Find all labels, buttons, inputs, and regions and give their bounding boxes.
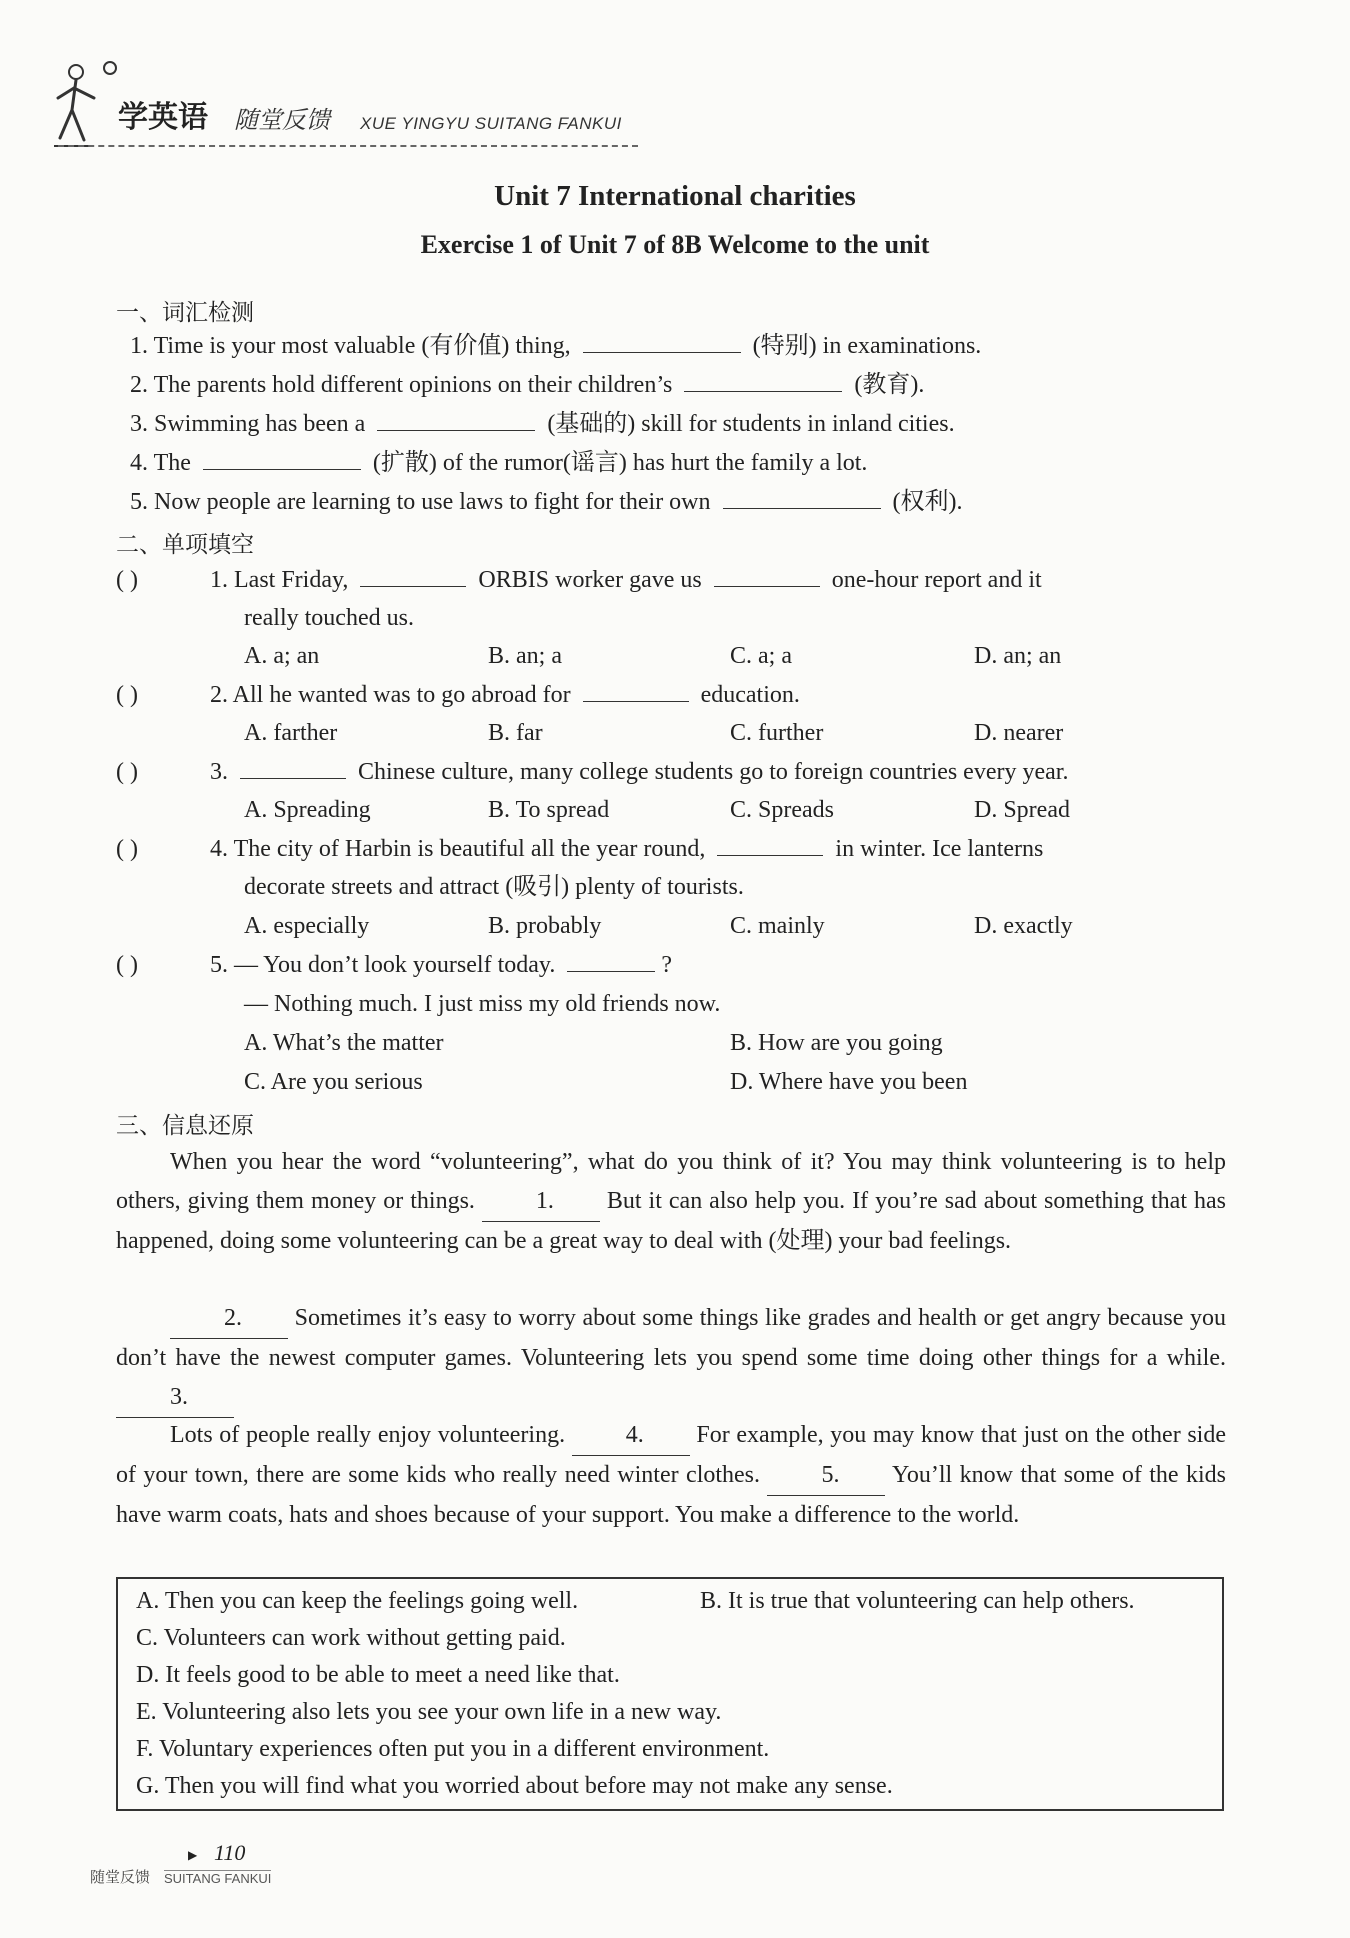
mc-question-3: 3. Chinese culture, many college students go to foreign countries every year. <box>210 756 1068 788</box>
option-b: B. It is true that volunteering can help others. <box>700 1588 1135 1614</box>
answer-blank[interactable] <box>723 486 881 509</box>
answer-paren[interactable]: ( ) <box>116 759 138 785</box>
header-title: 学英语 <box>118 100 208 135</box>
vocab-item-2: 2. The parents hold different opinions on their children’s (教育). <box>130 369 924 401</box>
mc-question-4-cont: decorate streets and attract (吸引) plenty of tourists. <box>244 874 744 900</box>
option-c: C. Volunteers can work without getting paid. <box>136 1625 566 1651</box>
answer-blank[interactable] <box>377 408 535 431</box>
mc-question-1: 1. Last Friday, ORBIS worker gave us one-hour report and it <box>210 564 1042 596</box>
passage-blank-4[interactable]: 4. <box>572 1416 690 1456</box>
option-a[interactable]: A. Spreading <box>244 797 371 823</box>
header-pinyin: XUE YINGYU SUITANG FANKUI <box>360 114 622 133</box>
answer-blank[interactable] <box>203 447 361 470</box>
section1-heading: 一、词汇检测 <box>116 300 254 326</box>
options-box <box>116 1577 1224 1811</box>
section2-heading: 二、单项填空 <box>116 532 254 558</box>
option-b[interactable]: B. To spread <box>488 797 610 823</box>
answer-paren[interactable]: ( ) <box>116 567 138 593</box>
passage-blank-3[interactable]: 3. <box>116 1378 234 1418</box>
vocab-item-5: 5. Now people are learning to use laws to fight for their own (权利). <box>130 486 963 518</box>
option-b[interactable]: B. How are you going <box>730 1030 943 1056</box>
arrow-right-icon: ▶ <box>188 1848 198 1862</box>
option-a[interactable]: A. What’s the matter <box>244 1030 444 1056</box>
answer-paren[interactable]: ( ) <box>116 952 138 978</box>
answer-blank[interactable] <box>583 679 689 702</box>
mc-question-4: 4. The city of Harbin is beautiful all the year round, in winter. Ice lanterns <box>210 833 1043 865</box>
answer-blank[interactable] <box>684 369 842 392</box>
option-d[interactable]: D. nearer <box>974 720 1064 746</box>
exercise-title: Exercise 1 of Unit 7 of 8B Welcome to the unit <box>420 230 930 259</box>
answer-blank[interactable] <box>240 756 346 779</box>
footer-label-en: SUITANG FANKUI <box>164 1871 272 1886</box>
option-d[interactable]: D. Where have you been <box>730 1069 968 1095</box>
passage-paragraph-1: When you hear the word “volunteering”, what do you think of it? You may think volunteering is to help others, giving them money or things. 1. But it can also help you. If you’re sad about something that has happened, doing some volunteering can be a great way to deal with (处理) your bad feelings. <box>116 1149 1226 1254</box>
header-divider <box>58 145 638 147</box>
option-d[interactable]: D. an; an <box>974 643 1062 669</box>
option-c[interactable]: C. Spreads <box>730 797 834 823</box>
section3-heading: 三、信息还原 <box>116 1113 254 1139</box>
option-d[interactable]: D. Spread <box>974 797 1070 823</box>
passage-paragraph-2: 2. Sometimes it’s easy to worry about some things like grades and health or get angry because you don’t have the newest computer games. Volunteering lets you spend some time doing other things for a while. 3. <box>116 1299 1226 1418</box>
option-b[interactable]: B. far <box>488 720 543 746</box>
answer-paren[interactable]: ( ) <box>116 682 138 708</box>
answer-blank[interactable] <box>583 330 741 353</box>
answer-blank[interactable] <box>714 564 820 587</box>
unit-title: Unit 7 International charities <box>494 180 856 212</box>
mc-question-2: 2. All he wanted was to go abroad for education. <box>210 679 800 711</box>
option-a[interactable]: A. especially <box>244 913 370 939</box>
option-f: F. Voluntary experiences often put you in a different environment. <box>136 1736 770 1762</box>
option-d: D. It feels good to be able to meet a need like that. <box>136 1662 620 1688</box>
mc-question-5: 5. — You don’t look yourself today. ? <box>210 949 672 981</box>
mc-question-5-reply: — Nothing much. I just miss my old friends now. <box>244 991 721 1017</box>
answer-blank[interactable] <box>567 949 655 972</box>
answer-blank[interactable] <box>717 833 823 856</box>
footer-label-cn: 随堂反馈 <box>90 1868 151 1886</box>
header-subtitle: 随堂反馈 <box>234 106 330 134</box>
answer-blank[interactable] <box>360 564 466 587</box>
option-b[interactable]: B. an; a <box>488 643 562 669</box>
option-c[interactable]: C. Are you serious <box>244 1069 423 1095</box>
passage-blank-5[interactable]: 5. <box>767 1456 885 1496</box>
option-e: E. Volunteering also lets you see your own life in a new way. <box>136 1699 722 1725</box>
option-c[interactable]: C. mainly <box>730 913 825 939</box>
passage-paragraph-3: Lots of people really enjoy volunteering. 4. For example, you may know that just on the other side of your town, there are some kids who really need winter clothes. 5. You’ll know that some of the kids have warm coats, hats and shoes because of your support. You make a difference to the world. <box>116 1416 1226 1535</box>
student-runner-logo-icon <box>54 58 124 150</box>
passage-blank-1[interactable]: 1. <box>482 1182 600 1222</box>
page-number: 110 <box>214 1840 246 1865</box>
option-c[interactable]: C. a; a <box>730 643 792 669</box>
option-a[interactable]: A. farther <box>244 720 338 746</box>
vocab-item-4: 4. The (扩散) of the rumor(谣言) has hurt the family a lot. <box>130 447 867 479</box>
passage-blank-2[interactable]: 2. <box>170 1299 288 1339</box>
vocab-item-3: 3. Swimming has been a (基础的) skill for students in inland cities. <box>130 408 955 440</box>
option-d[interactable]: D. exactly <box>974 913 1073 939</box>
option-g: G. Then you will find what you worried about before may not make any sense. <box>136 1773 893 1799</box>
option-a: A. Then you can keep the feelings going well. <box>136 1588 579 1614</box>
mc-question-1-cont: really touched us. <box>244 605 414 631</box>
option-c[interactable]: C. further <box>730 720 824 746</box>
option-b[interactable]: B. probably <box>488 913 602 939</box>
option-a[interactable]: A. a; an <box>244 643 320 669</box>
answer-paren[interactable]: ( ) <box>116 836 138 862</box>
vocab-item-1: 1. Time is your most valuable (有价值) thing, (特别) in examinations. <box>130 330 981 362</box>
